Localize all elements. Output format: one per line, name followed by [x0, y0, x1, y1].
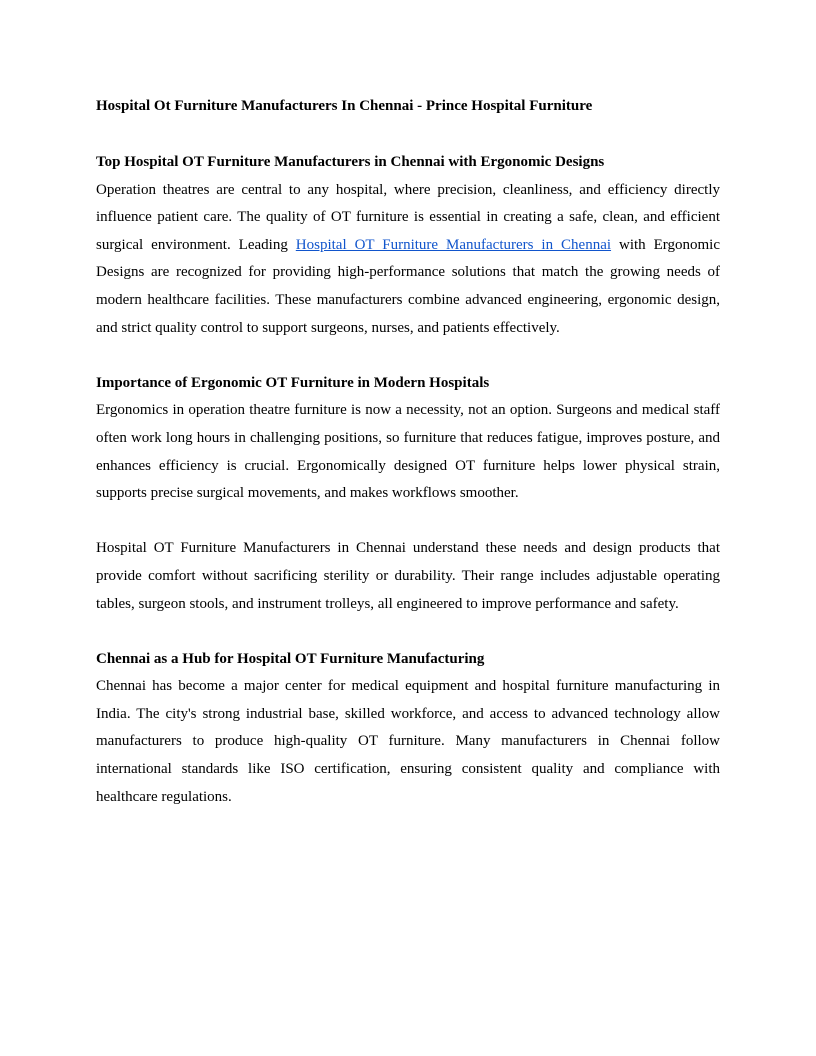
paragraph-ergonomics: Ergonomics in operation theatre furniture is now a necessity, not an option. Surgeons and medical staff often work long hours in challenging positions, so furniture that reduces fatigue, improves posture, and enhances efficiency is crucial. Ergonomically designed OT furniture helps lower physical strain, supports precise surgical movements, and makes workflows smoother.: [96, 402, 720, 502]
paragraph-intro: [96, 177, 720, 343]
spacer: [96, 508, 720, 536]
paragraph-chennai-manufacturers: Hospital OT Furniture Manufacturers in Chennai understand these needs and design products that provide comfort without sacrificing sterility or durability. Their range includes adjustable operating tables, surgeon stools, and instrument trolleys, all engineered to improve performance and safety.: [96, 540, 720, 612]
hospital-ot-furniture-link[interactable]: Hospital OT Furniture Manufacturers in Chennai: [295, 236, 612, 253]
spacer: [96, 618, 720, 646]
document-page: [96, 94, 720, 811]
spacer: [96, 342, 720, 370]
spacer: [96, 118, 720, 149]
document-title: Hospital Ot Furniture Manufacturers In Chennai - Prince Hospital Furniture: [96, 98, 593, 114]
paragraph-intro-text-after-link: with Ergonomic Designs are recognized for providing high-performance solutions that match the growing needs of modern healthcare facilities. These manufacturers combine advanced engineering, ergonomic design, and strict quality control to support surgeons, nurses, and patients effectively.: [96, 236, 720, 336]
section-heading-ergonomic-importance: Importance of Ergonomic OT Furniture in Modern Hospitals: [96, 374, 490, 391]
section-heading-chennai-hub: Chennai as a Hub for Hospital OT Furniture Manufacturing: [96, 650, 485, 667]
paragraph-chennai-hub: Chennai has become a major center for medical equipment and hospital furniture manufacturing in India. The city's strong industrial base, skilled workforce, and access to advanced technology allow manufacturers to produce high-quality OT furniture. Many manufacturers in Chennai follow international standards like ISO certification, ensuring consistent quality and compliance with healthcare regulations.: [96, 678, 720, 805]
section-heading-top-manufacturers: Top Hospital OT Furniture Manufacturers in Chennai with Ergonomic Designs: [96, 154, 605, 170]
paragraph-intro-text-before-link: Operation theatres are central to any hospital, where precision, cleanliness, and efficiency directly influence patient care. The quality of OT furniture is essential in creating a safe, clean, and efficient surgical environment. Leading: [96, 181, 720, 253]
